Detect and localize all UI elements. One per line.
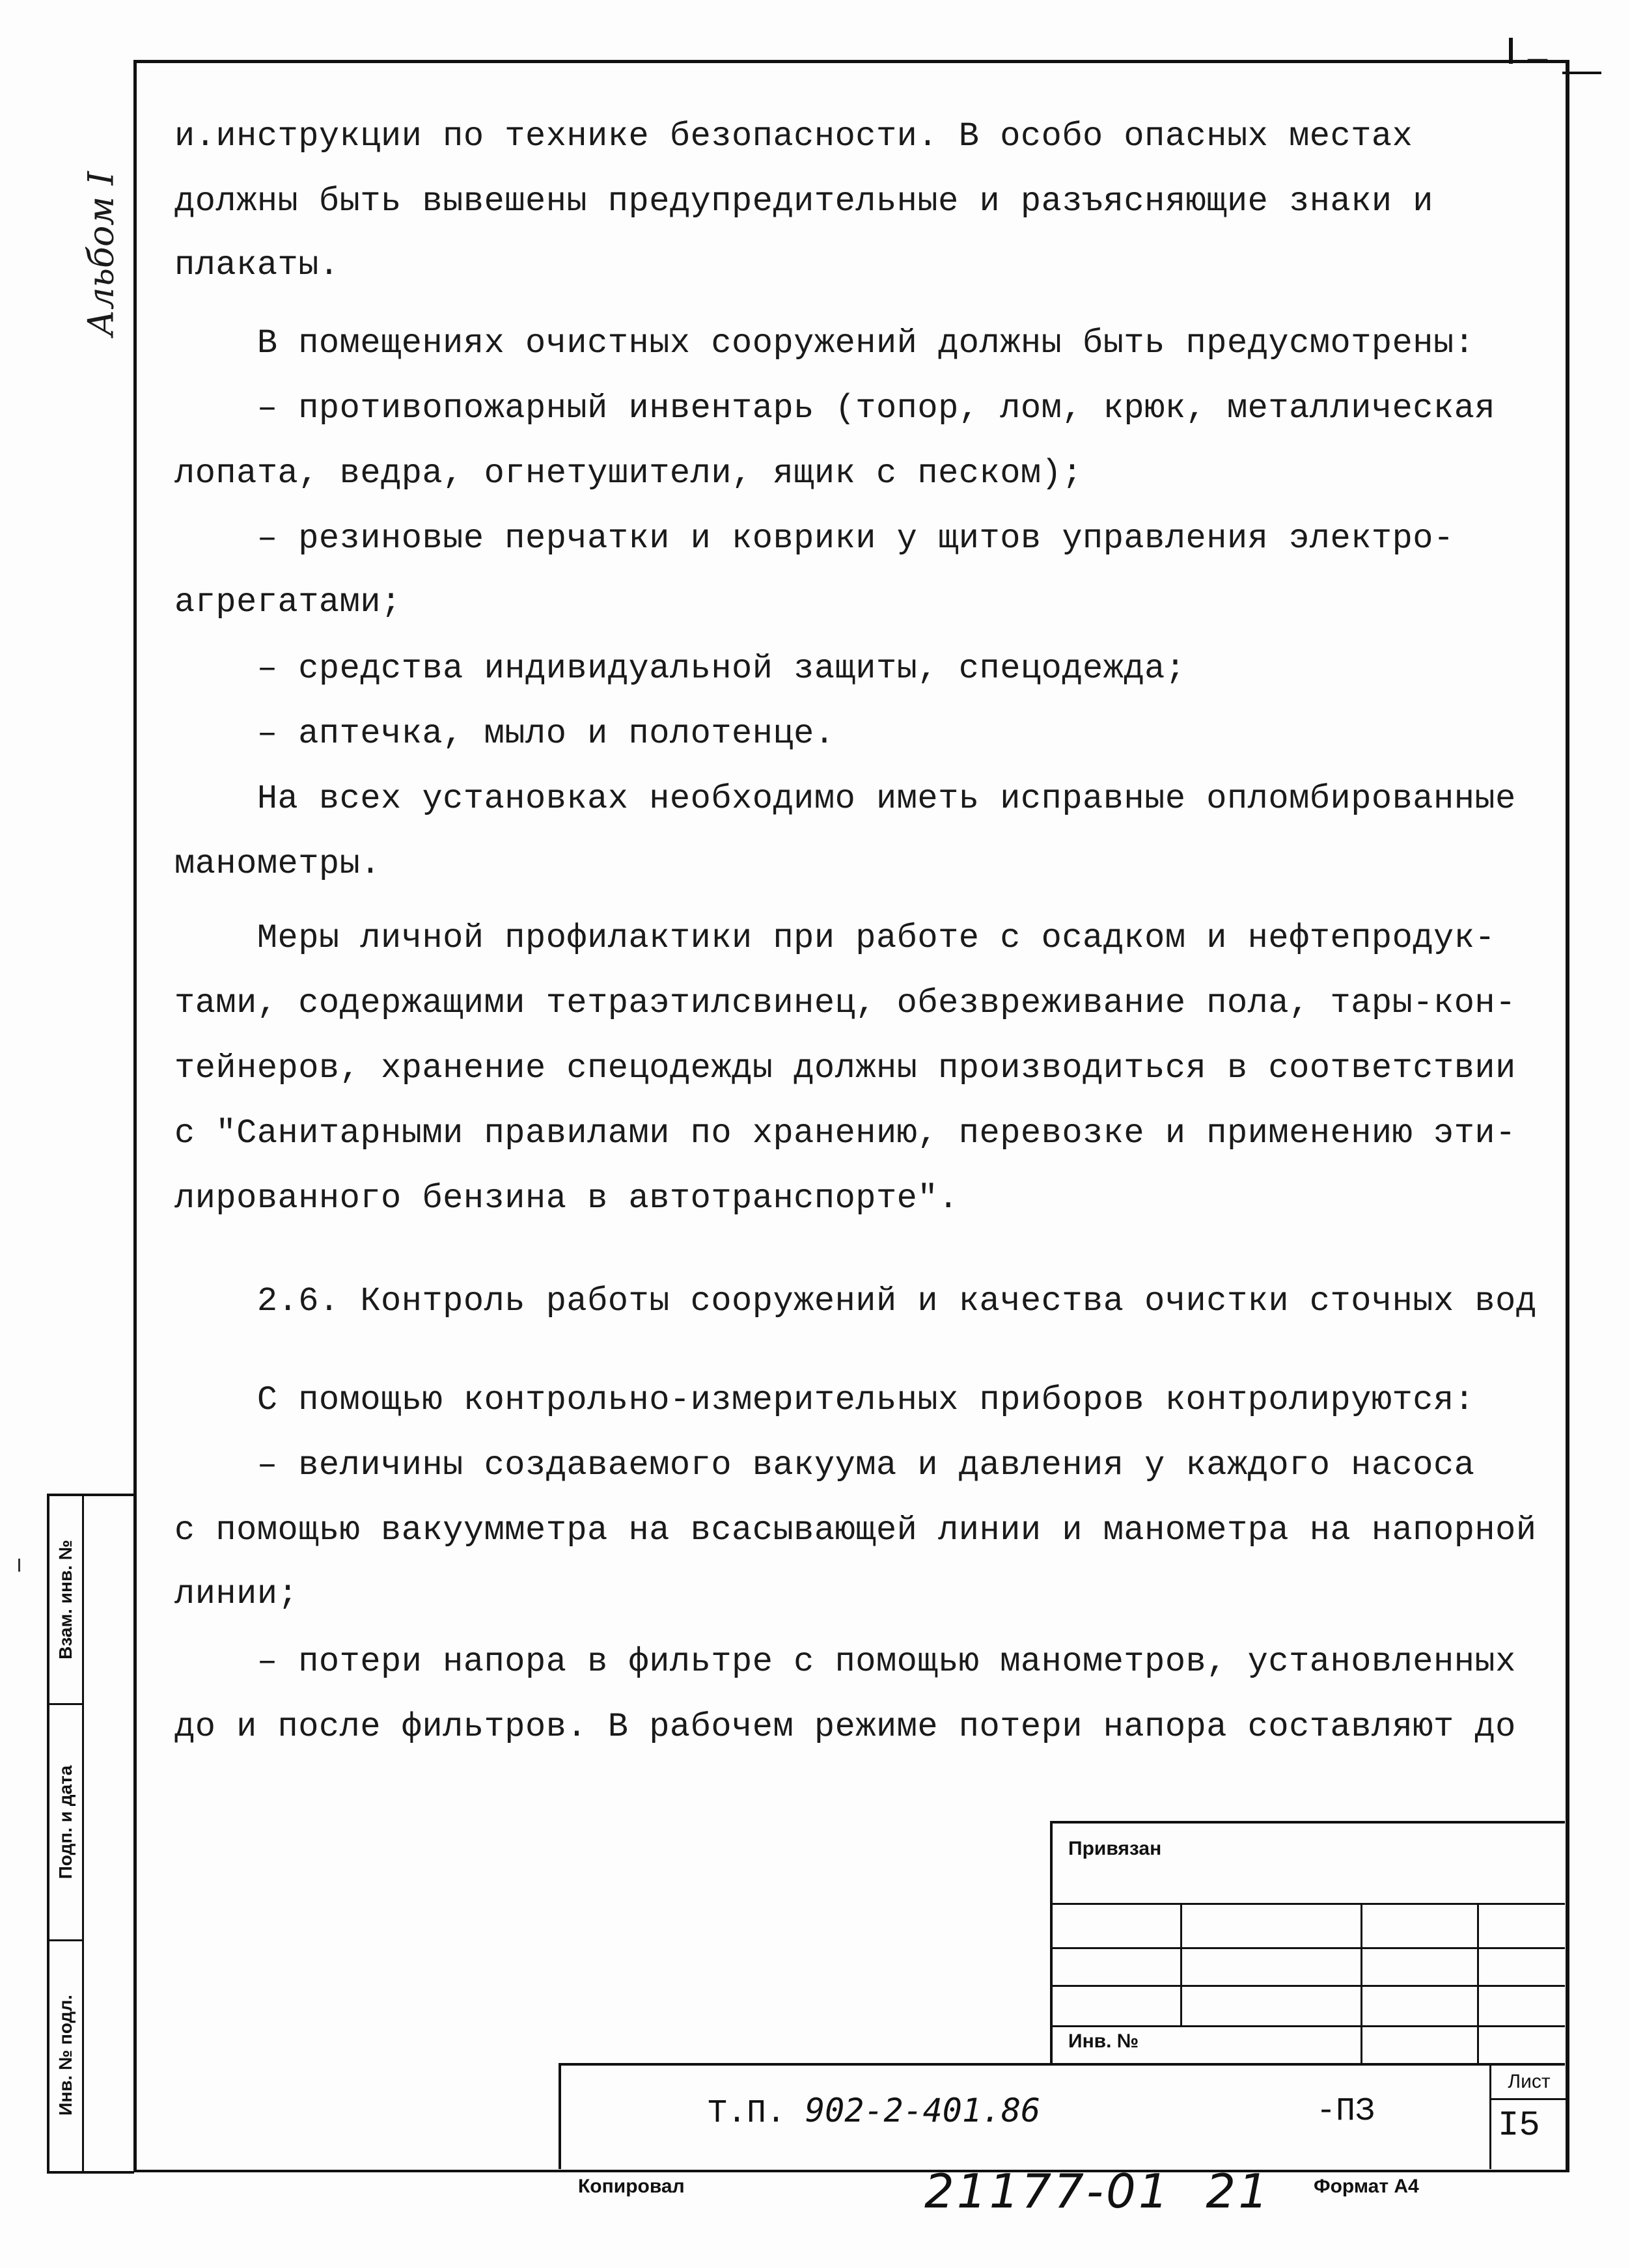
document-number: 902-2-401.86 <box>805 2092 1041 2129</box>
section-heading: 2.6. Контроль работы сооружений и качества очистки сточных вод <box>174 1282 1537 1320</box>
text-line: С помощью контрольно-измерительных приборов контролируются: <box>174 1381 1475 1419</box>
title-block-rule <box>1053 2025 1565 2027</box>
section-code: -ПЗ <box>1316 2093 1375 2130</box>
format-label: Формат А4 <box>1314 2176 1419 2197</box>
title-block-upper <box>1050 1821 1565 2066</box>
title-block-rule <box>1053 1903 1565 1905</box>
text-line: – средства индивидуальной защиты, спецодежда; <box>174 649 1186 688</box>
album-label <box>72 169 130 338</box>
title-block-main <box>559 2063 1565 2169</box>
text-line: до и после фильтров. В рабочем режиме потери напора составляют до <box>174 1708 1516 1746</box>
copied-by-label: Копировал <box>578 2176 685 2197</box>
sheet-box <box>1489 2066 1567 2169</box>
text-line: – величины создаваемого вакуума и давления у каждого насоса <box>174 1446 1475 1484</box>
margin-stamp <box>47 1494 134 2174</box>
margin-column-divider <box>82 1496 84 2171</box>
inventory-label: Инв. № <box>1068 2030 1139 2052</box>
title-block-col <box>1477 1903 1479 2066</box>
text-line: плакаты. <box>174 246 340 284</box>
sheet-label: Лист <box>1491 2066 1567 2100</box>
title-block-rule <box>1053 1947 1565 1949</box>
title-block-col <box>1180 1903 1182 2025</box>
margin-cell-label: Инв. № подл. <box>55 1995 76 2116</box>
text-line: – потери напора в фильтре с помощью манометров, установленных <box>174 1643 1516 1681</box>
text-line: линии; <box>174 1575 299 1613</box>
album-label-text: Альбом I <box>80 171 122 336</box>
document-prefix: Т.П. <box>708 2095 786 2132</box>
archive-code: 21177-01 21 <box>924 2164 1271 2219</box>
margin-cell-replacement <box>49 1496 82 1705</box>
text-line: тами, содержащими тетраэтилсвинец, обезвреживание пола, тары-кон- <box>174 984 1516 1022</box>
bound-label: Привязан <box>1068 1838 1162 1859</box>
text-line: Меры личной профилактики при работе с осадком и нефтепродук- <box>174 919 1496 957</box>
text-line: и.инструкции по технике безопасности. В особо опасных местах <box>174 117 1413 156</box>
text-line: – аптечка, мыло и полотенце. <box>174 715 835 753</box>
text-line: с помощью вакуумметра на всасывающей линии и манометра на напорной <box>174 1511 1537 1550</box>
text-line: На всех установках необходимо иметь исправные опломбированные <box>174 780 1516 818</box>
margin-cell-inventory <box>49 1941 82 2169</box>
sheet-number: I5 <box>1498 2106 1540 2146</box>
document-code <box>708 2092 1040 2132</box>
text-line: с "Санитарными правилами по хранению, перевозке и применению эти- <box>174 1114 1516 1153</box>
title-block-col <box>1361 1903 1362 2066</box>
text-line: манометры. <box>174 845 381 883</box>
title-block-rule <box>1053 1985 1565 1987</box>
text-line: лопата, ведра, огнетушители, ящик с песком); <box>174 454 1083 493</box>
text-line: – противопожарный инвентарь (топор, лом, крюк, металлическая <box>174 389 1496 428</box>
margin-cell-label: Взам. инв. № <box>55 1540 76 1660</box>
text-line: агрегатами; <box>174 583 402 622</box>
text-line: тейнеров, хранение спецодежды должны производиться в соответствии <box>174 1049 1516 1087</box>
margin-cell-label: Подп. и дата <box>55 1765 76 1879</box>
top-dash-mark: — <box>1526 46 1549 72</box>
text-line: В помещениях очистных сооружений должны быть предусмотрены: <box>174 324 1475 362</box>
margin-tick <box>18 1559 20 1572</box>
text-line: лированного бензина в автотранспорте". <box>174 1179 959 1218</box>
text-line: должны быть вывешены предупредительные и разъясняющие знаки и <box>174 182 1434 221</box>
margin-cell-signature <box>49 1705 82 1941</box>
text-line: – резиновые перчатки и коврики у щитов управления электро- <box>174 519 1454 558</box>
